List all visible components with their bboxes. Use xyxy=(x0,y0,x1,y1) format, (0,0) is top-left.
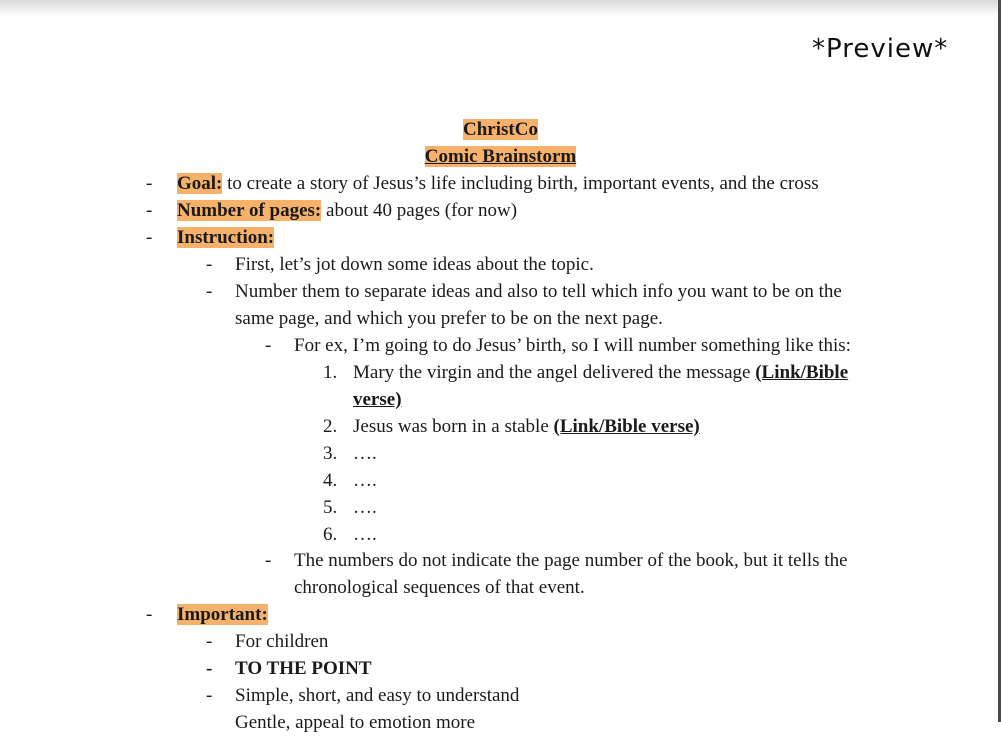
list-item: …. xyxy=(353,497,377,518)
bullet-dash: - xyxy=(146,173,153,194)
pages-line xyxy=(177,197,517,224)
note-line-2: chronological sequences of that event. xyxy=(294,577,585,598)
instruction-item-1: First, let’s jot down some ideas about the topic. xyxy=(235,254,594,275)
important-item: TO THE POINT xyxy=(235,658,372,679)
important-item: Simple, short, and easy to understand xyxy=(235,685,520,706)
important-label: Important: xyxy=(177,604,268,625)
list-item: Jesus was born in a stable (Link/Bible verse) xyxy=(353,416,700,437)
list-number: 6. xyxy=(323,524,338,545)
bullet-dash: - xyxy=(146,227,153,248)
bible-link[interactable]: (Link/Bible verse) xyxy=(553,416,700,437)
pages-label: Number of pages: xyxy=(177,200,322,221)
list-item: …. xyxy=(353,443,377,464)
bullet-dash: - xyxy=(146,604,153,625)
goal-label: Goal: xyxy=(177,173,223,194)
list-number: 2. xyxy=(323,416,338,437)
list-item-continuation xyxy=(353,386,402,413)
instruction-label: Instruction: xyxy=(177,227,275,248)
important-item: For children xyxy=(235,631,329,652)
important-item: Gentle, appeal to emotion more xyxy=(235,712,476,733)
instruction-line xyxy=(177,224,274,251)
instruction-item-2-line-2: same page, and which you prefer to be on the next page. xyxy=(235,308,663,329)
bible-link[interactable]: (Link/Bible xyxy=(755,362,849,383)
note-line-1: The numbers do not indicate the page number of the book, but it tells the xyxy=(294,550,848,571)
sub-bullet-dash: - xyxy=(206,631,213,652)
goal-line xyxy=(177,170,819,197)
sub-bullet-dash: - xyxy=(206,658,213,679)
sub-sub-bullet-dash: - xyxy=(265,335,272,356)
sub-bullet-dash: - xyxy=(206,685,213,706)
sub-bullet-dash: - xyxy=(206,254,213,275)
important-line xyxy=(177,601,268,628)
example-line: For ex, I’m going to do Jesus’ birth, so I will number something like this: xyxy=(294,335,851,356)
list-number: 4. xyxy=(323,470,338,491)
bible-link[interactable]: verse) xyxy=(353,389,402,410)
document-title: ChristCo xyxy=(463,119,538,140)
list-item: …. xyxy=(353,524,377,545)
list-number: 1. xyxy=(323,362,338,383)
bullet-dash: - xyxy=(146,200,153,221)
sub-bullet-dash: - xyxy=(206,281,213,302)
list-number: 3. xyxy=(323,443,338,464)
list-item: Mary the virgin and the angel delivered the message (Link/Bible xyxy=(353,362,849,383)
list-item: …. xyxy=(353,470,377,491)
sub-sub-bullet-dash: - xyxy=(265,550,272,571)
document-subtitle: Comic Brainstorm xyxy=(424,146,577,167)
preview-label: *Preview* xyxy=(812,34,949,64)
pages-text: about 40 pages (for now) xyxy=(321,200,518,221)
instruction-item-2-line-1: Number them to separate ideas and also to tell which info you want to be on the xyxy=(235,281,842,302)
goal-text: to create a story of Jesus’s life including birth, important events, and the cross xyxy=(222,173,819,194)
window-top-shadow xyxy=(0,0,1001,16)
list-number: 5. xyxy=(323,497,338,518)
